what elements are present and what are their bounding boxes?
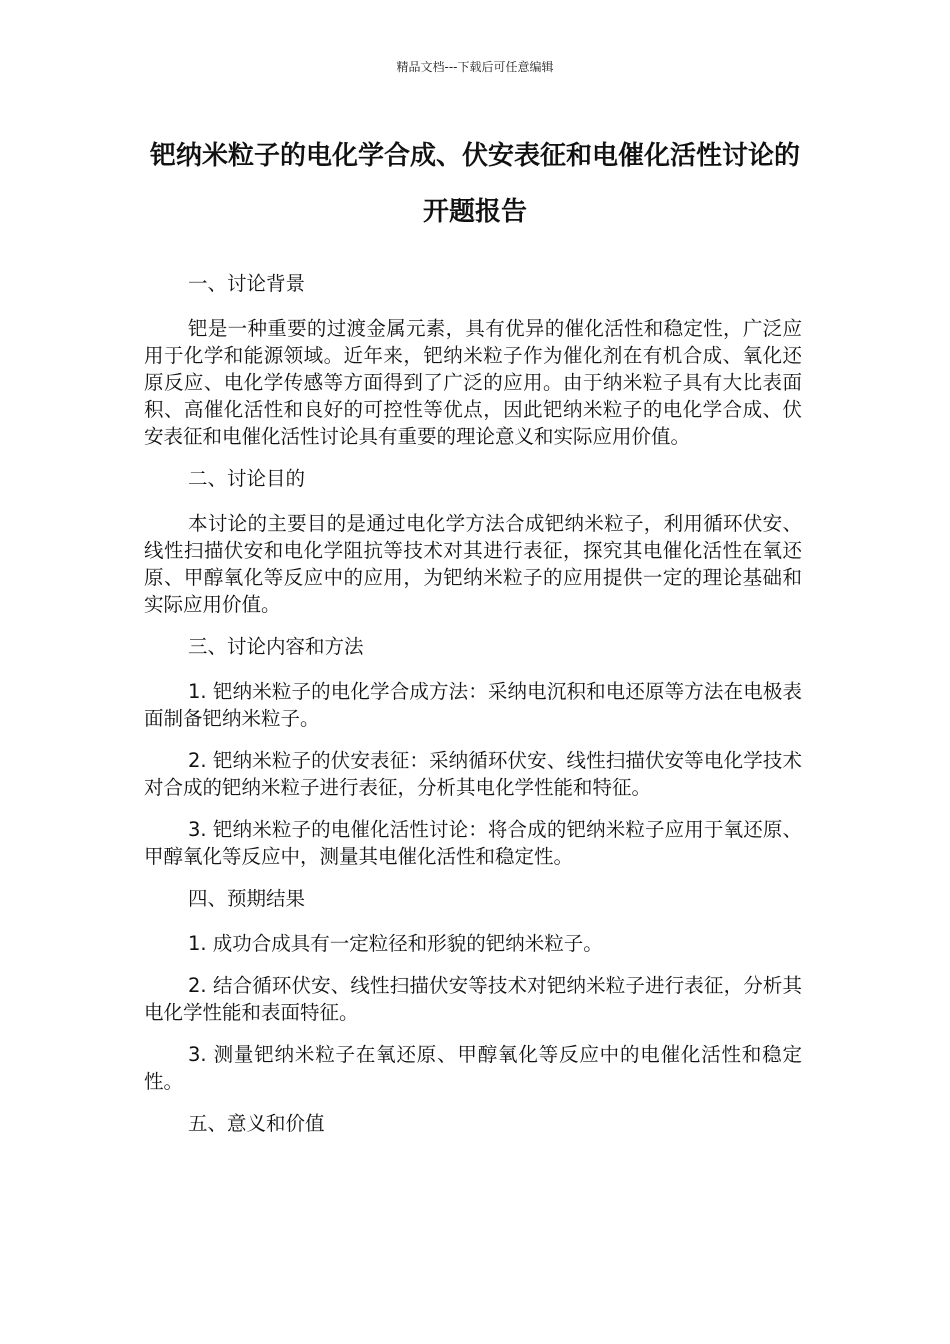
section-heading-methods: 三、讨论内容和方法: [188, 635, 364, 658]
section-heading-significance: 五、意义和价值: [188, 1112, 325, 1135]
section-heading-expected-results: 四、预期结果: [188, 887, 306, 910]
section-heading-purpose: 二、讨论目的: [188, 467, 306, 490]
header-note: 精品文档---下载后可任意编辑: [396, 60, 554, 74]
section-heading-background: 一、讨论背景: [188, 272, 306, 295]
list-item-method-3: 3. 钯纳米粒子的电催化活性讨论：将合成的钯纳米粒子应用于氧还原、甲醇氧化等反应中，测量其电催化活性和稳定性。: [144, 818, 802, 868]
list-item-result-2: 2. 结合循环伏安、线性扫描伏安等技术对钯纳米粒子进行表征，分析其电化学性能和表面特征。: [144, 974, 802, 1024]
paragraph-background: 钯是一种重要的过渡金属元素，具有优异的催化活性和稳定性，广泛应用于化学和能源领域。近年来，钯纳米粒子作为催化剂在有机合成、氧化还原反应、电化学传感等方面得到了广泛的应用。由于纳米粒子具有大比表面积、高催化活性和良好的可控性等优点，因此钯纳米粒子的电化学合成、伏安表征和电催化活性讨论具有重要的理论意义和实际应用价值。: [144, 317, 802, 448]
list-item-result-3: 3. 测量钯纳米粒子在氧还原、甲醇氧化等反应中的电催化活性和稳定性。: [144, 1043, 802, 1093]
document-body: [144, 270, 802, 1155]
list-item-result-1: 1. 成功合成具有一定粒径和形貌的钯纳米粒子。: [188, 932, 603, 955]
list-item-method-2: 2. 钯纳米粒子的伏安表征：采纳循环伏安、线性扫描伏安等电化学技术对合成的钯纳米粒子进行表征，分析其电化学性能和特征。: [144, 749, 802, 799]
list-item-method-1: 1. 钯纳米粒子的电化学合成方法：采纳电沉积和电还原等方法在电极表面制备钯纳米粒子。: [144, 680, 802, 730]
paragraph-purpose: 本讨论的主要目的是通过电化学方法合成钯纳米粒子，利用循环伏安、线性扫描伏安和电化学阻抗等技术对其进行表征，探究其电催化活性在氧还原、甲醇氧化等反应中的应用，为钯纳米粒子的应用提供一定的理论基础和实际应用价值。: [144, 512, 802, 616]
document-title: 钯纳米粒子的电化学合成、伏安表征和电催化活性讨论的开题报告: [149, 141, 800, 227]
